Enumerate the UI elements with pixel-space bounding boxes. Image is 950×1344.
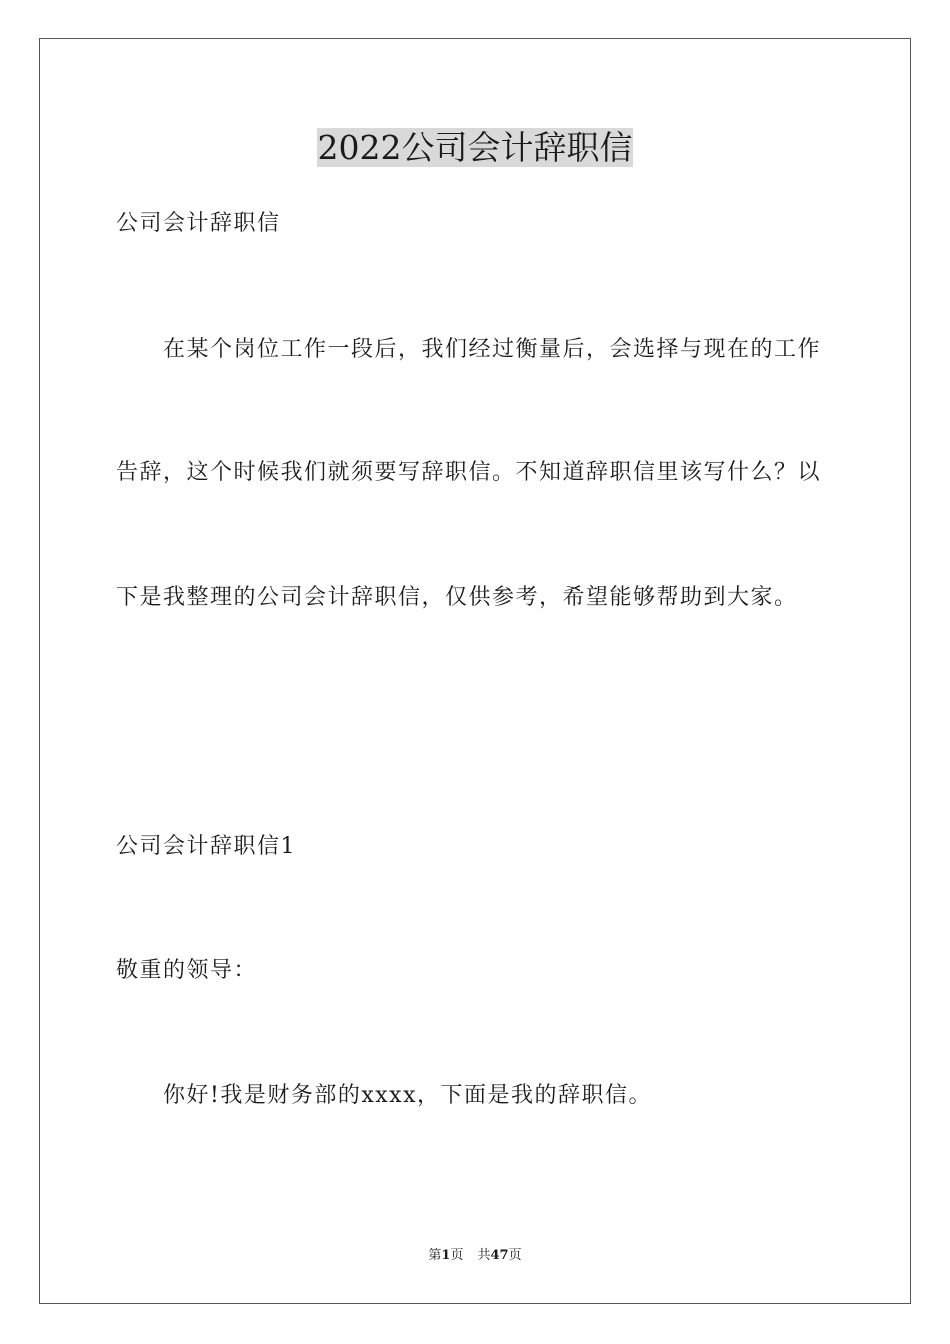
document-subtitle: 公司会计辞职信 <box>116 211 281 236</box>
document-title-text: 2022公司会计辞职信 <box>317 128 633 167</box>
total-prefix: 共 <box>477 1248 491 1263</box>
page-prefix: 第 <box>428 1248 442 1263</box>
total-unit: 页 <box>508 1248 522 1263</box>
document-title <box>0 122 950 174</box>
intro-paragraph-line-2: 告辞，这个时候我们就须要写辞职信。不知道辞职信里该写什么？以 <box>116 460 822 485</box>
page-current: 1 <box>441 1248 451 1263</box>
intro-paragraph-line-3: 下是我整理的公司会计辞职信，仅供参考，希望能够帮助到大家。 <box>116 585 798 610</box>
page-unit: 页 <box>450 1248 464 1263</box>
page-footer <box>0 1247 950 1265</box>
salutation: 敬重的领导： <box>116 958 258 983</box>
body-paragraph-line-1: 你好!我是财务部的xxxx，下面是我的辞职信。 <box>163 1083 652 1108</box>
page-total: 47 <box>490 1248 509 1263</box>
intro-paragraph-line-1: 在某个岗位工作一段后，我们经过衡量后，会选择与现在的工作 <box>163 337 822 362</box>
section-heading: 公司会计辞职信1 <box>116 834 296 859</box>
